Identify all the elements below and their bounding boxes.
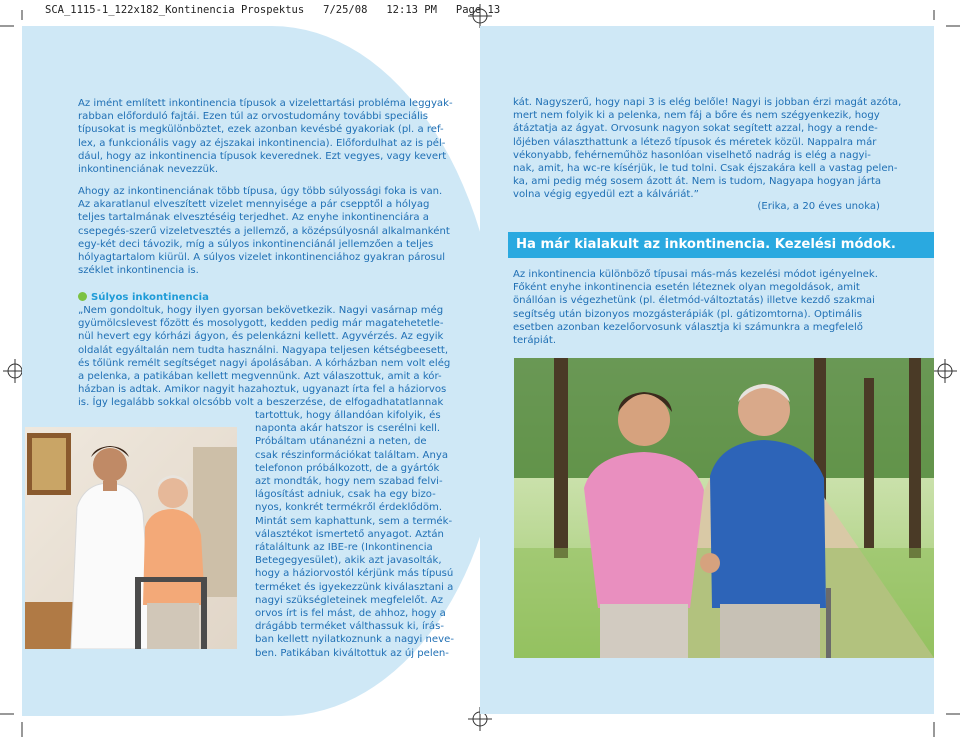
story-paragraph: „Nem gondoltuk, hogy ilyen gyorsan bekövetkezik. Nagyi vasárnap még gyümölcslevest főzött és mosolygott, kedden pedig már magatehetetle- nül hevert egy kórházi ágyon, és pelenkázni kellett. Agyvérzés. Az egyik oldalát egyáltalán nem tudta használni. Nagyapa teljesen kétségbeesett, és tőlünk remélt segítséget nagyi ápolásában. A kórházban nem volt elég a pelenka, a patikában kellett megvennünk. Azt válaszottuk, amit a kór- házban is adtak. Amikor nagyit hazahoztuk, ugyanazt írta fel a háziorvos is. Így legalább sokkal olcsóbb volt a beszerzése, de elfogadhatatlannak: [78, 305, 451, 409]
print-slug: SCA_1115-1_122x182_Kontinencia Prospektus 7/25/08 12:13 PM Page 13: [45, 4, 501, 16]
treatment-paragraph: Az inkontinencia különböző típusai más-más kezelési módot igényelnek. Főként enyhe inkontinencia esetén léteznek olyan megoldások, amit önállóan is végezhetünk (pl. életmód-változtatás) illetve kezdő szakmai segítség után bizonyos mozgásterápiák (pl. gátizomtorna). Optimális esetben azonban kezelőorvosunk választja ki számunkra a megfelelő terápiát.: [513, 269, 878, 347]
treatment-heading: Ha már kialakult az inkontinencia. Kezelési módok.: [508, 232, 934, 258]
story-paragraph-narrow: tartottuk, hogy állandóan kifolyik, és naponta akár hatszor is cserélni kell. Próbáltam utánanézni a neten, de csak részinformációkat találtam. Anya telefonon próbálkozott, de a gyártók azt mondták, hogy nem szabad felvi- lágosítást adniuk, csak ha egy bizo- nyos, konkrét termékről érdeklődöm. Mintát sem kaphattunk, sem a termék- választékot ismertető anyagot. Aztán rátaláltunk az IBE-re (Inkontinencia Betegegyesület), akik azt javasolták, hogy a háziorvostól kérjünk más típusú terméket és igyekezzünk kiválasztani a nagyi szükségleteinek megfelelőt. Az orvos írt is fel mást, de ahhoz, hogy a drágább terméket válthassuk ki, írás- ban kellett nyilatkoznunk a nagyi neve- ben. Patikában kiváltottuk az új pelen-: [255, 410, 454, 659]
photo-elderly-couple-in-park: [514, 358, 934, 658]
left-intro-paragraph: Az imént említett inkontinencia típusok a vizelettartási probléma leggyak- rabban előforduló fajtái. Ezen túl az orvostudomány további speciális típusokat is megkülönböztet, ezek azonban kevésbé gyakoriak (pl. a ref- lex, a funkcionális vagy az éjszakai inkontinencia). Előfordulhat az is pél- dául, hogy az inkontinencia típusok keverednek. Ezt vegyes, vagy kevert inkontinenciának nevezzük.: [78, 98, 453, 176]
photo-nurse-with-elderly-woman: [25, 427, 237, 649]
story-continued: kát. Nagyszerű, hogy napi 3 is elég belőle! Nagyi is jobban érzi magát azóta, mert nem folyik ki a pelenka, nem fáj a bőre és nem szégyenkezik, hogy átáztatja az ágyat. Orvosunk nagyon sokat segített azzal, hogy a rende- lőjében választhattunk a létező típusok és méretek közül. Nappalra már vékonyabb, fehérneműhöz hasonlóan viselhető nadrág is elég a nagyi- nak, amit, ha wc-re kísérjük, le tud tolni. Csak éjszakára kell a vastag pelen- ka, ami pedig még sosem ázott át. Nem is tudom, Nagyapa hogyan járta volna végig egyedül ezt a kálváriát.”: [513, 97, 902, 201]
bullet-dot-icon: [78, 292, 87, 301]
story-attribution: (Erika, a 20 éves unoka): [757, 201, 880, 212]
left-severity-paragraph: Ahogy az inkontinenciának több típusa, úgy több súlyossági foka is van. Az akaratlanul elveszített vizelet mennyisége a pár csepptől a hólyag teljes tartalmának elvesztéséig terjedhet. Az enyhe inkontinenciára a csepegés-szerű vizeletvesztés a jellemző, a középsúlyosnál alkalmanként egy-két deci távozik, míg a súlyos inkontinenciánál jellemzően a teljes hólyagtartalom kiürül. A súlyos vizelet inkontinenciához gyakran párosul széklet inkontinencia is.: [78, 186, 450, 277]
subheading: Súlyos inkontinencia: [78, 291, 453, 304]
